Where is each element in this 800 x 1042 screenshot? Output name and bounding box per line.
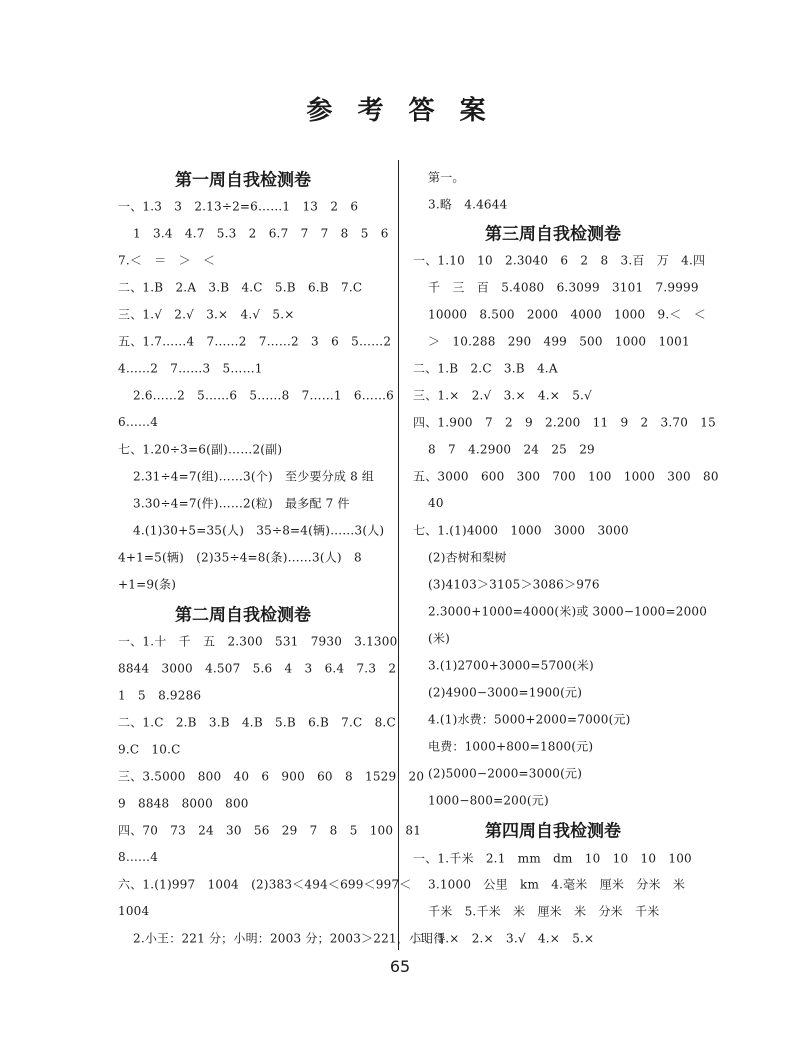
answer-line: 7.＜ ＝ ＞ ＜ [118,253,216,268]
answer-line: 4.(1)30+5=35(人) 35÷8=4(辆)……3(人) [133,523,385,538]
answer-line: 2.6……2 5……6 5……8 7……1 6……6 [133,388,394,403]
answer-line: 4.(1)水费：5000+2000=7000(元) [428,712,631,727]
answer-line: 千米 5.千米 米 厘米 米 分米 千米 [428,904,660,919]
answer-line: 一、1.千米 2.1 mm dm 10 10 10 100 [413,851,692,866]
answer-line: 3.(1)2700+3000=5700(米) [428,658,594,673]
answer-line: 二、1.C 2.B 3.B 4.B 5.B 6.B 7.C 8.C [118,715,396,730]
answer-line: 6……4 [118,415,159,429]
heading-week-4: 第四周自我检测卷 [485,821,621,842]
answer-line: 第一。 [428,170,465,185]
answer-line: 1004 [118,904,150,918]
answer-line: (2)5000−2000=3000(元) [428,766,583,781]
answer-line: 3.1000 公里 km 4.毫米 厘米 分米 米 [428,877,686,892]
answer-line: 1 3.4 4.7 5.3 2 6.7 7 7 8 5 6 [133,226,389,241]
answer-line: +1=9(条) [118,577,177,592]
answer-line: 3.略 4.4644 [428,197,508,212]
answer-line: 10000 8.500 2000 4000 1000 9.＜ ＜ [428,307,706,322]
answer-line: 二、1.B 2.C 3.B 4.A [413,361,558,376]
answer-line: 一、1.十 千 五 2.300 531 7930 3.1300 [118,634,398,649]
answer-line: 9.C 10.C [118,742,181,757]
heading-week-1: 第一周自我检测卷 [175,170,311,191]
answer-line: 三、1.× 2.√ 3.× 4.× 5.√ [413,388,592,403]
answer-line: (2)杏树和梨树 [428,550,507,565]
answer-line: ＞ 10.288 290 499 500 1000 1001 [428,334,690,349]
answer-line: 五、1.7……4 7……2 7……2 3 6 5……2 [118,334,392,349]
answer-line: (3)4103＞3105＞3086＞976 [428,577,600,592]
answer-line: 一、1.3 3 2.13÷2=6……1 13 2 6 [118,199,359,214]
answer-line: 六、1.(1)997 1004 (2)383＜494＜699＜997＜ [118,877,412,892]
answer-line: 2.3000+1000=4000(米)或 3000−1000=2000 [428,604,708,619]
answer-line: 4……2 7……3 5……1 [118,361,263,376]
answer-line: (2)4900−3000=1900(元) [428,685,583,700]
heading-week-3: 第三周自我检测卷 [485,224,621,245]
answer-line: 七、1.(1)4000 1000 3000 3000 [413,523,629,538]
answer-line: 8844 3000 4.507 5.6 4 3 6.4 7.3 2 [118,661,397,676]
answer-line: 三、3.5000 800 40 6 900 60 8 1529 20 [118,769,425,784]
answer-line: 8 7 4.2900 24 25 29 [428,442,595,457]
answer-line: 4+1=5(辆) (2)35÷4=8(条)……3(人) 8 [118,550,362,565]
page-title: 参 考 答 案 [306,96,494,126]
answer-line: 千 三 百 5.4080 6.3099 3101 7.9999 [428,280,699,295]
answer-line: 七、1.20÷3=6(副)……2(副) [118,442,283,457]
answer-line: 三、1.√ 2.√ 3.× 4.√ 5.× [118,307,295,322]
answer-line: 一、1.10 10 2.3040 6 2 8 3.百 万 4.四 [413,253,706,268]
answer-line: 40 [428,496,444,510]
answer-line: 9 8848 8000 800 [118,796,249,811]
answer-line: 8……4 [118,850,159,864]
answer-line: 2.31÷4=7(组)……3(个) 至少要分成 8 组 [133,469,375,484]
answer-line: 二、1.B 2.A 3.B 4.C 5.B 6.B 7.C [118,280,363,295]
answer-line: 2.小王：221 分；小明：2003 分；2003＞221，小明得 [133,931,446,946]
answer-line: 1000−800=200(元) [428,793,549,808]
answer-line: 电费：1000+800=1800(元) [428,739,594,754]
answer-line: 1 5 8.9286 [118,688,202,703]
answer-line: (米) [428,631,450,646]
answer-line: 四、1.900 7 2 9 2.200 11 9 2 3.70 15 [413,415,716,430]
answer-line: 四、70 73 24 30 56 29 7 8 5 100 81 [118,823,422,838]
answer-line: 五、3000 600 300 700 100 1000 300 80 [413,469,719,484]
heading-week-2: 第二周自我检测卷 [175,605,311,626]
answer-line: 二、1.× 2.× 3.√ 4.× 5.× [413,931,595,946]
page-number: 65 [389,957,411,976]
answer-line: 3.30÷4=7(件)……2(粒) 最多配 7 件 [133,496,350,511]
